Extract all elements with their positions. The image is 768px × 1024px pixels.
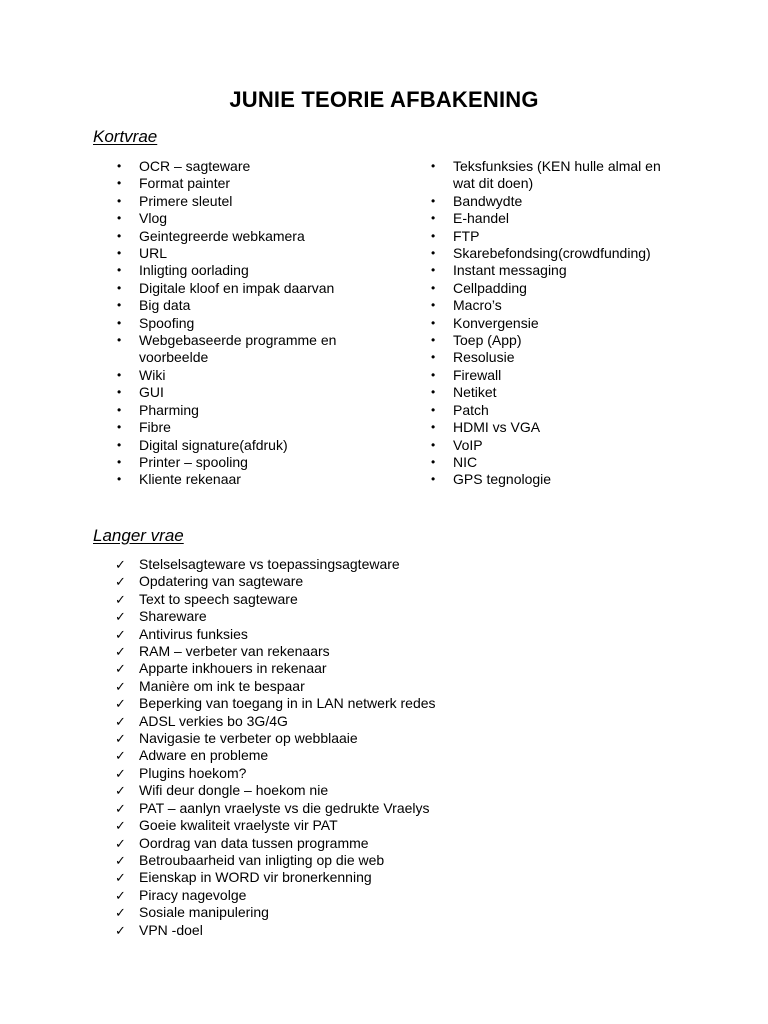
bullet-icon: •	[431, 437, 436, 452]
list-item-text: Goeie kwaliteit vraelyste vir PAT	[139, 817, 338, 834]
list-item-text: Stelselsagteware vs toepassingsagteware	[139, 556, 400, 572]
list-item-text: Patch	[453, 401, 489, 418]
list-item	[115, 573, 559, 590]
list-item	[117, 419, 379, 436]
list-item	[431, 471, 683, 488]
list-item-text: Eienskap in WORD vir bronerkenning	[139, 869, 372, 886]
list-item	[117, 227, 379, 245]
bullet-icon: •	[431, 454, 436, 469]
list-item-text: Big data	[139, 297, 191, 314]
list-item	[115, 625, 559, 643]
bullet-icon: •	[117, 333, 122, 348]
bullet-icon: •	[117, 298, 122, 313]
list-item-text: Wifi deur dongle – hoekom nie	[139, 782, 329, 799]
bullet-icon: •	[117, 420, 122, 435]
bullet-icon: •	[117, 454, 122, 469]
bullet-icon: •	[431, 263, 436, 278]
list-item	[115, 799, 559, 817]
list-item	[117, 245, 379, 262]
bullet-icon: •	[431, 228, 436, 243]
list-item	[115, 660, 559, 677]
bullet-icon: •	[117, 437, 122, 452]
list-item	[117, 332, 379, 367]
list-item-text: Printer – spooling	[139, 453, 248, 470]
list-item	[115, 608, 559, 625]
list-item-text: Oordrag van data tussen programme	[139, 834, 369, 851]
list-item	[117, 384, 379, 401]
section-heading-langer-vrae: Langer vrae	[93, 526, 184, 545]
list-item-text: Beperking van toegang in in LAN netwerk redes	[139, 695, 436, 712]
list-item	[115, 556, 559, 573]
list-item	[431, 210, 683, 227]
list-item-text: Pharming	[139, 401, 199, 418]
list-item	[115, 590, 559, 608]
list-item-text: NIC	[453, 453, 478, 470]
list-item	[115, 886, 559, 904]
list-item-text: ADSL verkies bo 3G/4G	[139, 712, 288, 729]
checkmark-icon: ✓	[115, 852, 126, 868]
checkmark-icon: ✓	[115, 678, 126, 694]
list-item	[431, 349, 683, 366]
list-item	[117, 471, 379, 488]
page-title: JUNIE TEORIE AFBAKENING	[229, 87, 539, 112]
list-item-text: Konvergensie	[453, 314, 539, 331]
list-item-text: Opdatering van sagteware	[139, 573, 304, 590]
list-item-text: Wiki	[139, 366, 166, 383]
list-item-text: Spoofing	[139, 314, 195, 331]
list-item-text: Vlog	[139, 210, 168, 227]
checkmark-icon: ✓	[115, 835, 126, 851]
bullet-icon: •	[117, 402, 122, 417]
short-questions-list-left	[117, 158, 379, 489]
list-item-text: Navigasie te verbeter op webblaaie	[139, 730, 358, 747]
bullet-icon: •	[431, 246, 436, 261]
list-item	[431, 401, 683, 419]
bullet-icon: •	[431, 315, 436, 330]
list-item	[117, 401, 379, 419]
bullet-icon: •	[431, 420, 436, 435]
checkmark-icon: ✓	[115, 922, 126, 938]
list-item	[115, 643, 559, 660]
list-item-text: Inligting oorlading	[139, 262, 249, 279]
list-item	[431, 245, 683, 262]
list-item	[115, 817, 559, 834]
list-item	[431, 314, 683, 332]
list-item	[431, 158, 683, 193]
list-item	[431, 384, 683, 401]
checkmark-icon: ✓	[115, 696, 126, 712]
list-item	[115, 782, 559, 799]
bullet-icon: •	[117, 246, 122, 261]
list-item	[117, 175, 379, 192]
bullet-icon: •	[431, 333, 436, 348]
bullet-icon: •	[117, 228, 122, 243]
list-item-text: Plugins hoekom?	[139, 764, 247, 781]
bullet-icon: •	[117, 385, 122, 400]
bullet-icon: •	[431, 193, 436, 208]
list-item	[431, 419, 683, 436]
list-item-text: Sosiale manipulering	[139, 904, 269, 921]
bullet-icon: •	[431, 211, 436, 226]
list-item-text: RAM – verbeter van rekenaars	[139, 643, 330, 660]
list-item	[431, 297, 683, 314]
list-item-text: PAT – aanlyn vraelyste vs die gedrukte Vraelys	[139, 799, 430, 816]
list-item-text: Piracy nagevolge	[139, 886, 247, 903]
long-questions-list	[115, 556, 559, 939]
list-item	[117, 279, 379, 297]
bullet-icon: •	[117, 472, 122, 487]
list-item	[115, 712, 559, 730]
checkmark-icon: ✓	[115, 626, 126, 642]
bullet-icon: •	[431, 367, 436, 382]
bullet-icon: •	[117, 159, 122, 173]
checkmark-icon: ✓	[115, 713, 126, 729]
checkmark-icon: ✓	[115, 887, 126, 903]
list-item-text: GPS tegnologie	[453, 471, 552, 488]
list-item	[115, 921, 559, 939]
bullet-icon: •	[117, 193, 122, 208]
list-item	[115, 677, 559, 695]
list-item-text: Primere sleutel	[139, 192, 233, 209]
bullet-icon: •	[431, 472, 436, 487]
list-item-text: Bandwydte	[453, 192, 523, 209]
list-item-text: Fibre	[139, 419, 171, 436]
list-item-text: Apparte inkhouers in rekenaar	[139, 660, 327, 677]
bullet-icon: •	[431, 350, 436, 365]
list-item	[431, 436, 683, 454]
list-item	[115, 730, 559, 747]
list-item-text: FTP	[453, 227, 480, 244]
list-item	[115, 869, 559, 886]
checkmark-icon: ✓	[115, 765, 126, 781]
list-item-text: Betroubaarheid van inligting op die web	[139, 851, 385, 868]
list-item	[431, 332, 683, 349]
bullet-icon: •	[117, 176, 122, 191]
checkmark-icon: ✓	[115, 748, 126, 764]
list-item-text: VoIP	[453, 436, 483, 453]
list-item-text: Toep (App)	[453, 332, 522, 349]
short-questions-list-right	[431, 158, 683, 489]
list-item	[115, 695, 559, 712]
bullet-icon: •	[431, 280, 436, 295]
checkmark-icon: ✓	[115, 557, 126, 572]
list-item-text: Resolusie	[453, 349, 515, 366]
list-item-text: Geintegreerde webkamera	[139, 227, 305, 244]
list-item	[117, 210, 379, 227]
bullet-icon: •	[117, 315, 122, 330]
list-item	[431, 366, 683, 384]
list-item	[117, 366, 379, 384]
checkmark-icon: ✓	[115, 591, 126, 607]
checkmark-icon: ✓	[115, 609, 126, 625]
bullet-icon: •	[117, 263, 122, 278]
list-item	[431, 453, 683, 471]
list-item-text: Webgebaseerde programme en voorbeelde	[139, 332, 337, 366]
bullet-icon: •	[431, 159, 436, 173]
list-item	[117, 297, 379, 314]
list-item-text: VPN -doel	[139, 921, 203, 938]
list-item	[117, 436, 379, 454]
list-item	[431, 192, 683, 210]
list-item	[115, 834, 559, 852]
list-item-text: Digitale kloof en impak daarvan	[139, 279, 335, 296]
list-item-text: Netiket	[453, 384, 497, 401]
checkmark-icon: ✓	[115, 661, 126, 677]
list-item-text: Adware en probleme	[139, 747, 269, 764]
list-item	[117, 192, 379, 210]
bullet-icon: •	[431, 402, 436, 417]
checkmark-icon: ✓	[115, 574, 126, 590]
checkmark-icon: ✓	[115, 870, 126, 886]
list-item-text: Instant messaging	[453, 262, 567, 279]
list-item	[431, 279, 683, 297]
list-item-text: Shareware	[139, 608, 207, 625]
checkmark-icon: ✓	[115, 818, 126, 834]
checkmark-icon: ✓	[115, 731, 126, 747]
checkmark-icon: ✓	[115, 783, 126, 799]
bullet-icon: •	[117, 367, 122, 382]
list-item-text: URL	[139, 245, 168, 262]
list-item	[117, 314, 379, 332]
checkmark-icon: ✓	[115, 800, 126, 816]
bullet-icon: •	[117, 280, 122, 295]
checkmark-icon: ✓	[115, 905, 126, 921]
bullet-icon: •	[431, 298, 436, 313]
list-item	[117, 453, 379, 471]
list-item	[115, 904, 559, 921]
list-item	[431, 262, 683, 279]
bullet-icon: •	[431, 385, 436, 400]
list-item-text: Skarebefondsing(crowdfunding)	[453, 245, 651, 262]
list-item	[115, 747, 559, 764]
list-item	[117, 262, 379, 279]
list-item-text: Cellpadding	[453, 279, 527, 296]
list-item-text: Antivirus funksies	[139, 625, 248, 642]
list-item-text: Firewall	[453, 366, 502, 383]
list-item-text: E-handel	[453, 210, 510, 227]
list-item-text: Digital signature(afdruk)	[139, 436, 288, 453]
section-heading-kortvrae: Kortvrae	[93, 127, 158, 146]
list-item-text: Kliente rekenaar	[139, 471, 241, 488]
list-item	[115, 764, 559, 782]
list-item	[117, 158, 379, 175]
list-item-text: HDMI vs VGA	[453, 419, 541, 436]
list-item-text: OCR – sagteware	[139, 158, 251, 174]
list-item-text: Format painter	[139, 175, 231, 192]
bullet-icon: •	[117, 211, 122, 226]
list-item-text: Text to speech sagteware	[139, 590, 298, 607]
list-item-text: Macro’s	[453, 297, 502, 314]
checkmark-icon: ✓	[115, 644, 126, 660]
list-item	[431, 227, 683, 245]
list-item	[115, 851, 559, 869]
list-item-text: Manière om ink te bespaar	[139, 677, 305, 694]
list-item-text: GUI	[139, 384, 164, 401]
list-item-text: Teksfunksies (KEN hulle almal en wat dit doen)	[453, 158, 661, 192]
